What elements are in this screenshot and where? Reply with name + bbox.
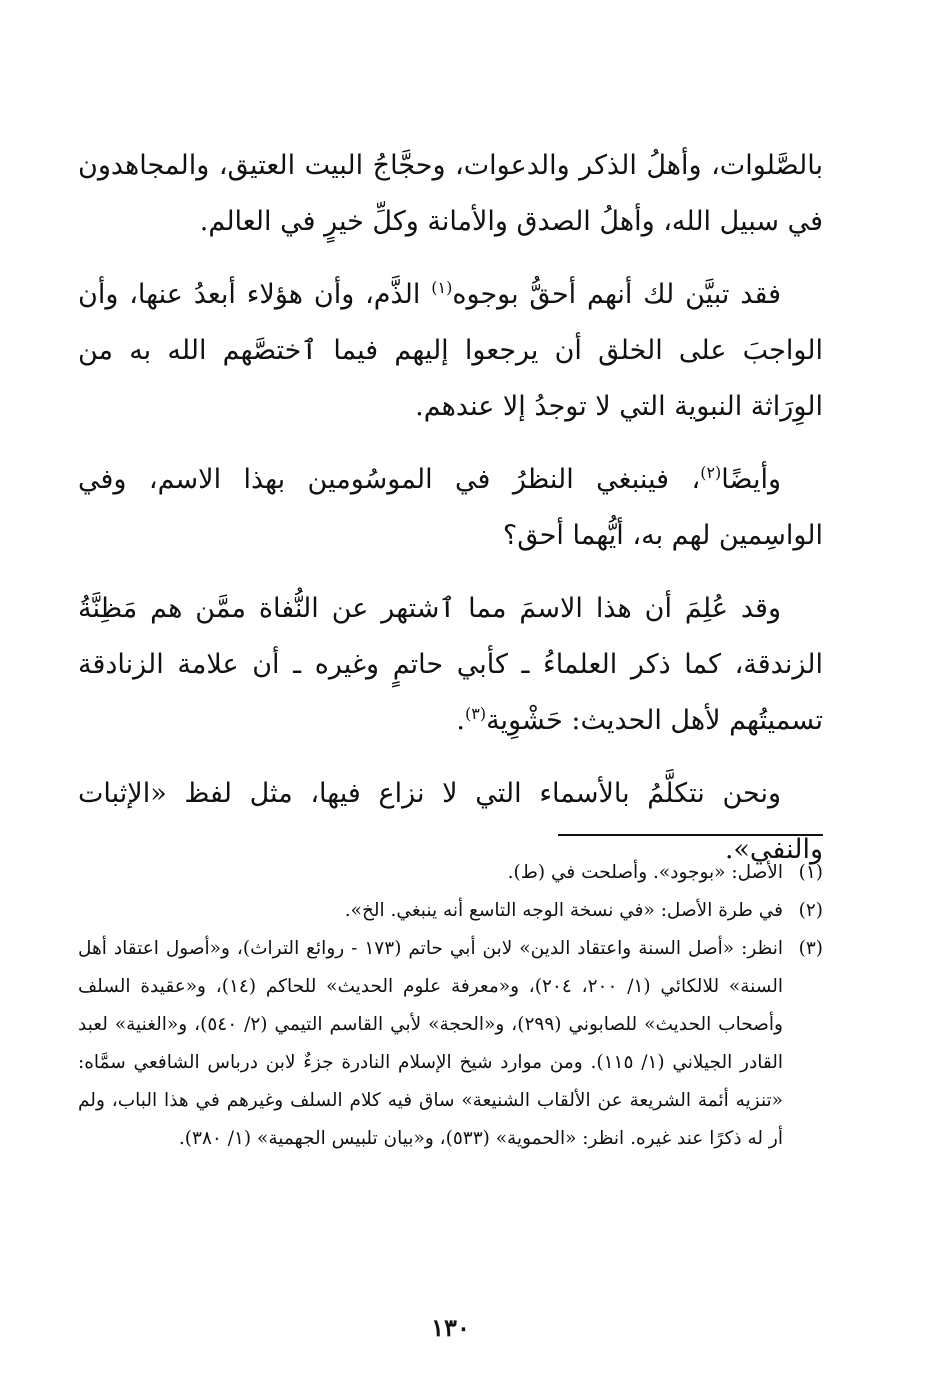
footnote <box>78 892 823 930</box>
footnote <box>78 930 823 1158</box>
footnote-separator <box>558 834 823 836</box>
footnote-number: (٢) <box>798 900 823 921</box>
paragraph-text: فقد تبيَّن لك أنهم أحقُّ بوجوه <box>452 279 782 310</box>
footnote-text: في طرة الأصل: «في نسخة الوجه التاسع أنه ينبغي. الخ». <box>344 900 783 921</box>
paragraph <box>78 452 823 564</box>
paragraph-text: ، فينبغي النظرُ في الموسُومين بهذا الاسم، وفي الواسِمين لهم به، أيُّهما أحق؟ <box>78 464 823 551</box>
paragraph-text: وقد عُلِمَ أن هذا الاسمَ مما ٱشتهر عن النُّفاة ممَّن هم مَظِنَّةُ الزندقة، كما ذكر العلماءُ ـ كأبي حاتمٍ وغيره ـ أن علامة الزنادقة تسميتُهم لأهل الحديث: حَشْوِية <box>78 593 823 736</box>
footnote-text: الأصل: «بوجود». وأصلحت في (ط). <box>507 862 783 883</box>
footnote-number: (٣) <box>798 938 823 959</box>
paragraph-text: . <box>456 705 465 736</box>
footnote-reference[interactable]: (١) <box>431 278 453 297</box>
paragraph-text: وأيضًا <box>721 464 781 495</box>
paragraph-text: ونحن نتكلَّمُ بالأسماء التي لا نزاع فيها، مثل لفظ «الإثبات والنفي». <box>78 778 823 865</box>
main-text <box>78 138 823 878</box>
footnotes <box>78 854 823 1158</box>
paragraph <box>78 138 823 250</box>
footnote-reference[interactable]: (٢) <box>700 463 722 482</box>
paragraph-text: بالصَّلوات، وأهلُ الذكر والدعوات، وحجَّاجُ البيت العتيق، والمجاهدون في سبيل الله، وأهلُ الصدق والأمانة وكلِّ خيرٍ في العالم. <box>78 150 823 237</box>
paragraph-text: الذَّم، وأن هؤلاء أبعدُ عنها، وأن الواجبَ على الخلق أن يرجعوا إليهم فيما ٱختصَّهم الله به من الوِرَاثة النبوية التي لا توجدُ إلا عندهم. <box>78 279 824 422</box>
footnote-reference[interactable]: (٣) <box>464 704 487 723</box>
paragraph <box>78 267 823 435</box>
book-page <box>78 138 823 1342</box>
paragraph <box>78 581 823 749</box>
footnote-text: انظر: «أصل السنة واعتقاد الدين» لابن أبي حاتم (١٧٣ - روائع التراث)، و«أصول اعتقاد أهل السنة» للالكائي (١/ ٢٠٠، ٢٠٤)، و«معرفة علوم الحديث» للحاكم (١٤)، و«عقيدة السلف وأصحاب الحديث» للصابوني (٢٩٩)، و«الحجة» لأبي القاسم التيمي (٢/ ٥٤٠)، و«الغنية» لعبد القادر الجيلاني (١/ ١١٥). ومن موارد شيخ الإسلام النادرة جزءٌ لابن درباس الشافعي سمَّاه: «تنزيه أئمة الشريعة عن الألقاب الشنيعة» ساق فيه كلام السلف وغيرهم في هذا الباب، ولم أر له ذكرًا عند غيره. انظر: «الحموية» (٥٣٣)، و«بيان تلبيس الجهمية» (١/ ٣٨٠). <box>78 938 784 1149</box>
footnote <box>78 854 823 892</box>
page-number: ١٣٠ <box>431 1313 470 1342</box>
footnote-number: (١) <box>798 862 823 883</box>
